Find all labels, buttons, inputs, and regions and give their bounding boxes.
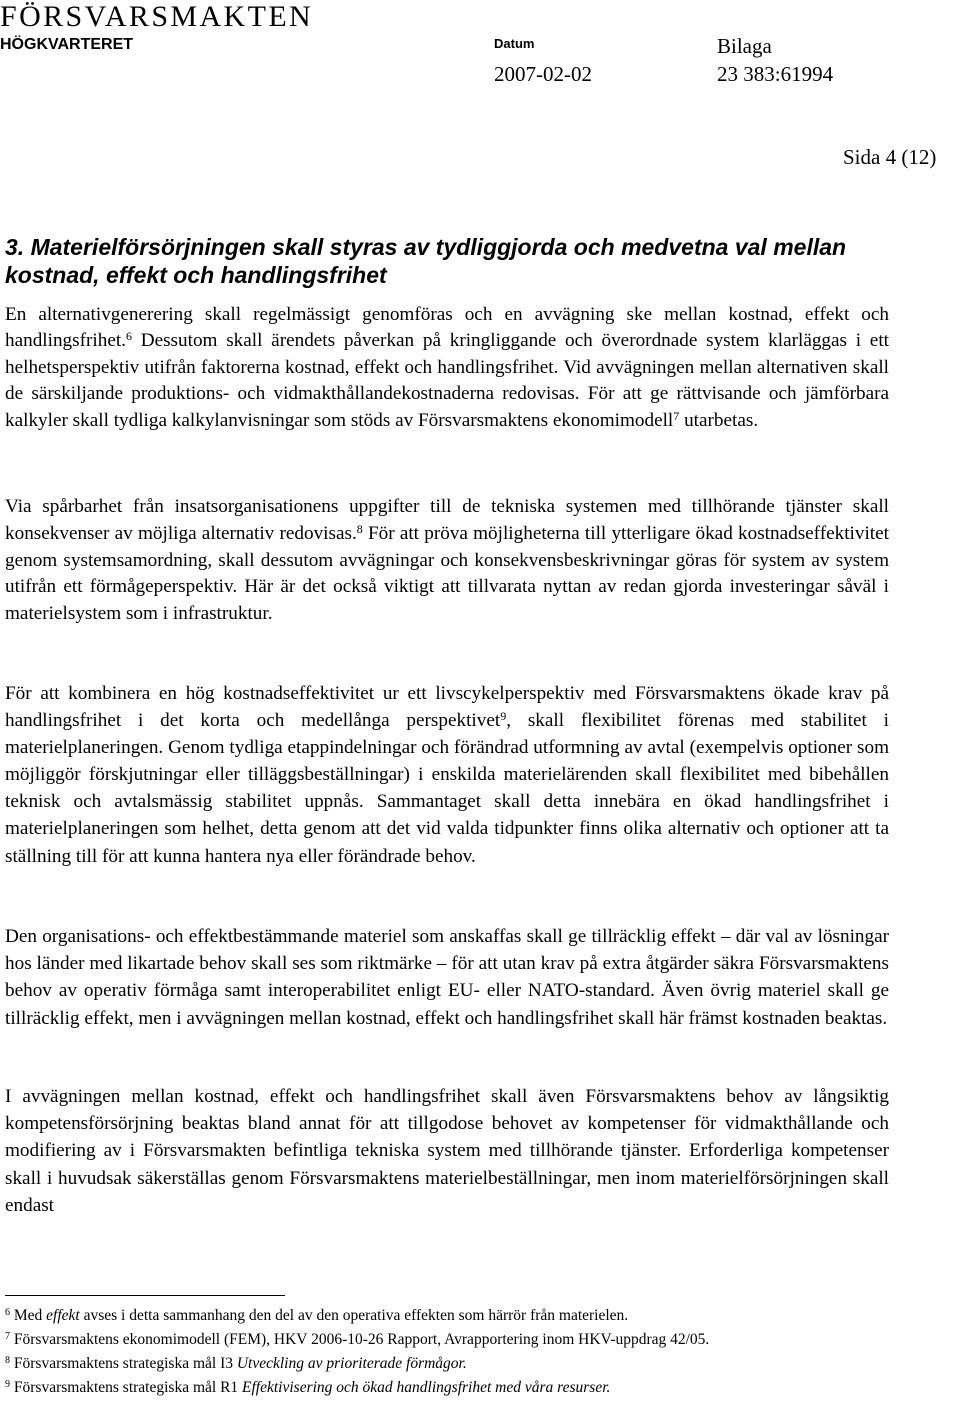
reference-number: 23 383:61994 [717,62,834,86]
organization-name: FÖRSVARSMAKTEN [0,0,314,33]
unit-name: HÖGKVARTERET [0,36,134,53]
paragraph-text: För att pröva möjligheterna till ytterligare ökad kostnadseffektivitet genom systemsamordning, skall dessutom avvägningar och konsekvensbeskrivningar göras för system av system utifrån ett förmågeperspektiv. Här är det också viktigt att tillvarata nyttan av redan gjorda investeringar såväl i materielsystem som i infrastruktur. [5,522,889,625]
footnote: $^7$ Försvarsmaktens ekonomimodell (FEM), HKV 2006-10-26 Rapport, Avrapportering inom HKV-uppdrag 42/05. [5,1331,710,1348]
paragraph: I avvägningen mellan kostnad, effekt och handlingsfrihet skall även Försvarsmaktens behov av långsiktig kompetensförsörjning beaktas bland annat för att tillgodose behovet av kompetenser för vidmakthållande och modifiering av i Försvarsmakten befintliga tekniska system med tillhörande tjänster. Erforderliga kompetenser skall i huvudsak säkerställas genom Försvarsmaktens materielbeställningar, men inom materielförsörjningen skall endast [5,1086,889,1216]
paragraph [5,494,889,628]
footnote: $^9$ Försvarsmaktens strategiska mål R1 Effektivisering och ökad handlingsfrihet med våra resurser. [5,1379,611,1396]
paragraph-text: , skall flexibilitet förenas med stabilitet i materielplaneringen. Genom tydliga etappindelningar och förändrad utformning av avtal (exempelvis optioner som möjliggör förskjutningar eller tilläggsbeställningar) i enskilda materielärenden skall flexibilitet med bibehållen teknisk och avtalsmässig stabilitet uppnås. Sammantaget skall detta innebära en ökad handlingsfrihet i materielplaneringen som helhet, detta genom att det vid valda tidpunkter finns olika alternativ och optioner att ta ställning till för att kunna hantera nya eller förändrade behov. [5,710,889,867]
footnote-ref: 9 [500,709,507,724]
paragraph-text: Via spårbarhet från insatsorganisationens uppgifter till de tekniska systemen med tillhörande tjänster skall konsekvenser av möjliga alternativ redovisas. [5,496,889,544]
footnote: $^8$ Försvarsmaktens strategiska mål I3 Utveckling av prioriterade förmågor. [5,1355,467,1372]
section-heading: 3. Materielförsörjningen skall styras av tydliggjorda och medvetna val mellan kostnad, effekt och handlingsfrihet [5,234,847,288]
footnote-ref: 6 [125,329,132,344]
footnote-number: 9 [5,1379,10,1390]
footnote-number: 7 [5,1331,10,1342]
footnote-ref: 7 [673,408,680,423]
page-number: Sida 4 (12) [843,145,937,169]
footnote-separator [5,1295,285,1296]
appendix-label: Bilaga [717,34,772,58]
paragraph-text: Dessutom skall ärendets påverkan på kringliggande och överordnade system klarläggas i ett helhetsperspektiv utifrån faktorerna kostnad, effekt och handlingsfrihet. Vid avvägningen mellan alternativen skall de särskiljande produktions- och vidmakthållandekostnaderna redovisas. För att ge rättvisande och jämförbara kalkyler skall tydliga kalkylanvisningar som stöds av Försvarsmaktens ekonomimodell [5,330,889,431]
footnote-number: 8 [5,1355,10,1366]
paragraph-text: För att kombinera en hög kostnadseffektivitet ur ett livscykelperspektiv med Försvarsmaktens ökade krav på handlingsfrihet i det korta och medellånga perspektivet [5,683,889,732]
document-date: 2007-02-02 [494,62,592,86]
footnote: $^6$ Med effekt avses i detta sammanhang den del av den operativa effekten som härrör från materielen. [5,1307,629,1324]
date-label: Datum [494,36,535,51]
paragraph [5,302,889,434]
paragraph [5,680,889,870]
footnote-ref: 8 [356,521,363,536]
footnote-number: 6 [5,1307,10,1318]
paragraph: Den organisations- och effektbestämmande materiel som anskaffas skall ge tillräcklig effekt – där val av lösningar hos länder med likartade behov skall ses som riktmärke – för att utan krav på extra åtgärder säkra Försvarsmaktens behov av operativ förmåga samt interoperabilitet enligt EU- eller NATO-standard. Även övrig materiel skall ge tillräcklig effekt, men i avvägningen mellan kostnad, effekt och handlingsfrihet skall här främst kostnaden beaktas. [5,926,889,1029]
paragraph-text: utarbetas. [679,409,759,431]
paragraph-text: En alternativgenerering skall regelmässigt genomföras och en avvägning ske mellan kostnad, effekt och handlingsfrihet. [5,304,889,352]
footnotes [5,1306,885,1402]
